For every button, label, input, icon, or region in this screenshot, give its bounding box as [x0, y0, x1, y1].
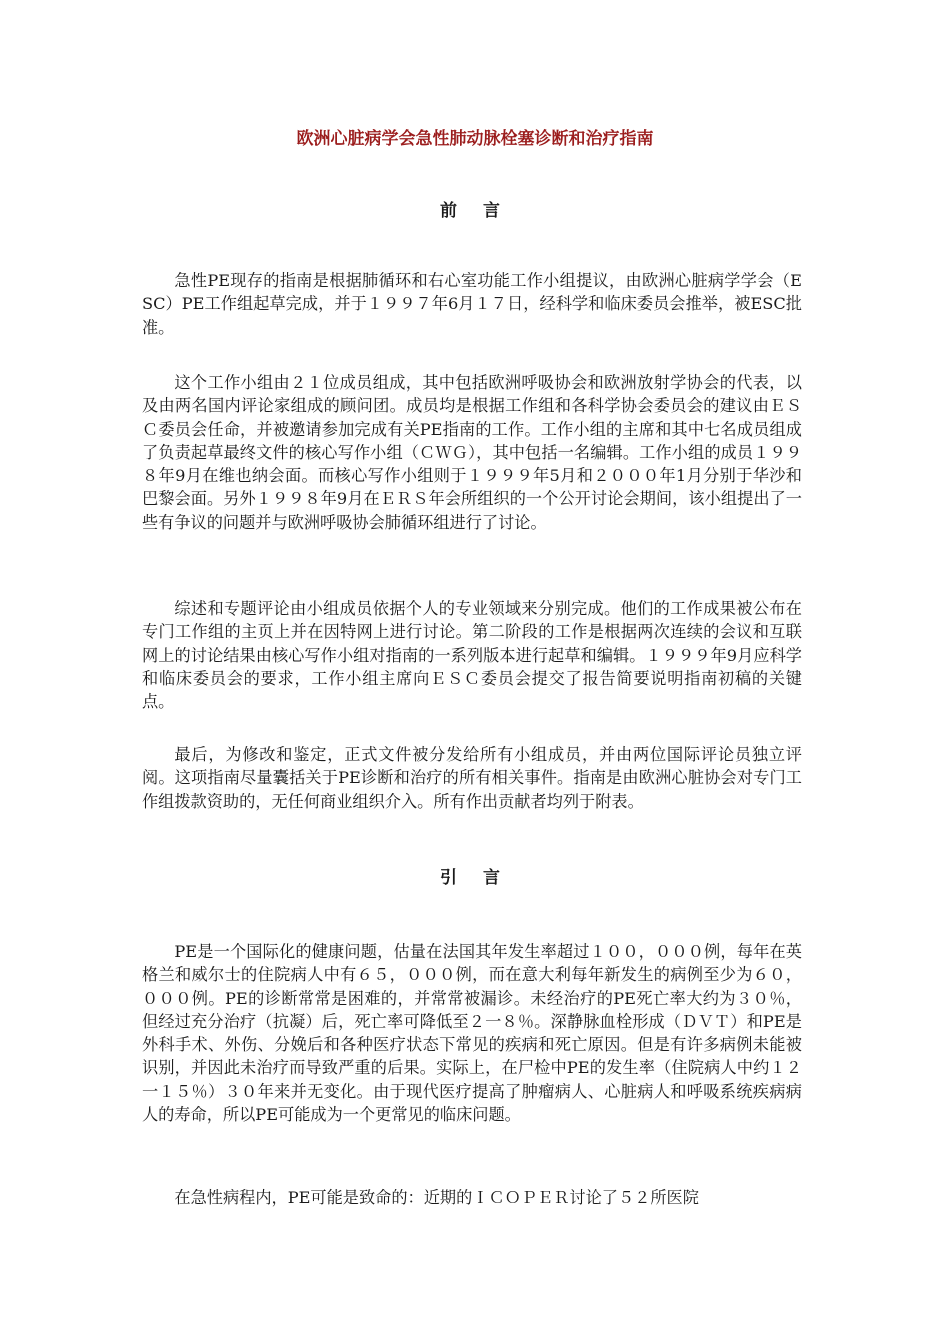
paragraph: 这个工作小组由２１位成员组成，其中包括欧洲呼吸协会和欧洲放射学协会的代表，以及由两名国内评论家组成的顾问团。成员均是根据工作组和各科学协会委员会的建议由ＥＳＣ委员会任命，并被邀请参加完成有关PE指南的工作。工作小组的主席和其中七名成员组成了负责起草最终文件的核心写作小组（ＣＷＧ），其中包括一名编辑。工作小组的成员１９９８年9月在维也纳会面。而核心写作小组则于１９９９年5月和２０００年1月分别于华沙和巴黎会面。另外１９９８年9月在ＥＲＳ年会所组织的一个公开讨论会期间，该小组提出了一些有争议的问题并与欧洲呼吸协会肺循环组进行了讨论。 [142, 373, 802, 532]
paragraph: 最后，为修改和鉴定，正式文件被分发给所有小组成员，并由两位国际评论员独立评阅。这项指南尽量囊括关于PE诊断和治疗的所有相关事件。指南是由欧洲心脏协会对专门工作组拨款资助的，无任何商业组织介入。所有作出贡献者均列于附表。 [142, 745, 802, 811]
paragraph: 在急性病程内，PE可能是致命的：近期的ＩＣＯＰＥＲ讨论了５２所医院 [174, 1188, 699, 1207]
paragraph: 急性PE现存的指南是根据肺循环和右心室功能工作小组提议，由欧洲心脏病学学会（ESC）PE工作组起草完成，并于１９９７年6月１７日，经科学和临床委员会推举，被ESC批准。 [142, 271, 802, 337]
section-heading-foreword: 前 言 [440, 201, 510, 221]
paragraph: 综述和专题评论由小组成员依据个人的专业领域来分别完成。他们的工作成果被公布在专门工作组的主页上并在因特网上进行讨论。第二阶段的工作是根据两次连续的会议和互联网上的讨论结果由核心写作小组对指南的一系列版本进行起草和编辑。１９９９年9月应科学和临床委员会的要求，工作小组主席向ＥＳＣ委员会提交了报告简要说明指南初稿的关键点。 [142, 599, 802, 712]
document-title: 欧洲心脏病学会急性肺动脉栓塞诊断和治疗指南 [296, 129, 654, 149]
section-heading-introduction: 引 言 [440, 868, 510, 888]
paragraph: PE是一个国际化的健康问题，估量在法国其年发生率超过１００，０００例，每年在英格兰和威尔士的住院病人中有６５，０００例，而在意大利每年新发生的病例至少为６０，０００例。PE的诊断常常是困难的，并常常被漏诊。未经治疗的PE死亡率大约为３０％，但经过充分治疗（抗凝）后，死亡率可降低至２一８％。深静脉血栓形成（ＤＶＴ）和PE是外科手术、外伤、分娩后和各种医疗状态下常见的疾病和死亡原因。但是有许多病例未能被识别，并因此未治疗而导致严重的后果。实际上，在尸检中PE的发生率（住院病人中约１２一１５％）３０年来并无变化。由于现代医疗提高了肿瘤病人、心脏病人和呼吸系统疾病病人的寿命，所以PE可能成为一个更常见的临床问题。 [142, 942, 802, 1125]
